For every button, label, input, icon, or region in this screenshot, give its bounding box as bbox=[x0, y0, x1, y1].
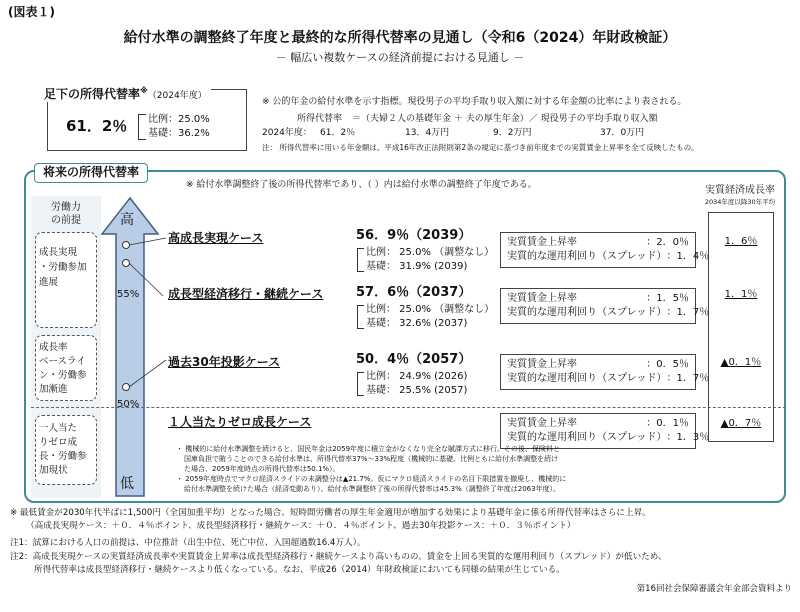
footnote-star-detail: （高成長実現ケース：＋０．４％ポイント、成長型経済移行・継続ケース：＋０．４％ポイント、過去30年投影ケース：＋０．３％ポイント） bbox=[26, 521, 576, 531]
growth-value: ▲0．1％ bbox=[720, 357, 762, 368]
source: 第16回社会保障審議会年金部会資料より bbox=[636, 584, 792, 594]
current-rate-heading: 足下の所得代替率※（2024年度） bbox=[40, 86, 211, 102]
page-title: 給付水準の調整終了年度と最終的な所得代替率の見通し（令和6（2024）年財政検証） bbox=[123, 30, 677, 46]
case-ratio-basic: 基礎： 25.5% (2057) bbox=[366, 385, 468, 396]
case-ratio-proportional: 比例： 24.9% (2026) bbox=[366, 371, 468, 382]
ratio-bracket bbox=[138, 114, 146, 140]
case-assumption-box: 実質賃金上昇率 ：0．1％ 実質的な運用利回り（スプレッド） ：1．3％ bbox=[500, 413, 696, 449]
case-ratio-proportional: 比例： 25.0% （調整なし） bbox=[366, 304, 495, 315]
future-note: ※ 給付水準調整終了後の所得代替率であり、（ ）内は給付水準の調整終了年度である。 bbox=[186, 180, 537, 190]
divider bbox=[31, 407, 786, 408]
current-ratio-proportional: 比例：25.0% bbox=[148, 114, 210, 125]
growth-value: 1．1％ bbox=[724, 289, 758, 300]
growth-heading: 実質経済成長率 bbox=[705, 185, 775, 196]
case-rate: 50．4％（2057） bbox=[356, 352, 472, 367]
case-name: １人当たりゼロ成長ケース bbox=[168, 415, 312, 429]
case-rate: 57．6％（2037） bbox=[356, 285, 472, 300]
footnote-star: ※ 最低賃金が2030年代半ばに1,500円（全国加重平均）となった場合、短時間労働者の厚生年金適用が増加する効果により基礎年金に係る所得代替率はさらに上昇。 bbox=[10, 508, 651, 518]
case-ratio-basic: 基礎： 31.9% (2039) bbox=[366, 261, 468, 272]
case-name: 高成長実現ケース bbox=[168, 231, 264, 245]
case-name: 成長型経済移行・継続ケース bbox=[168, 287, 324, 301]
labor-heading: 労働力 の前提 bbox=[51, 202, 81, 226]
formula-value: 37．0万円 bbox=[600, 128, 645, 138]
formula-value: 9．2万円 bbox=[493, 128, 532, 138]
zero-growth-notes: ・ 機械的に給付水準調整を続けると、国民年金は2059年度に積立金がなくなり完全な賦課方式に移行。その後、保険料と 国庫負担で賄うことのできる給付水準は、所得代替率37%～33%程度（機械的に基礎、比例ともに給付水準調整を続け た場合、2059年度時点の所得代替率は50.1%）。 ・ 2059年度時点でマクロ経済スライドの未調整分は▲21.7%。仮にマクロ経済スライドの名目下限措置を撤廃し、機械的に 給付水準調整を続けた場合（経済変動あり）、給付水準調整終了後の所得代替率は45.3%（調整終了年度は2063年度）。 bbox=[176, 445, 567, 493]
definition-note: 注： 所得代替率に用いる年金額は、平成16年改正法附則第2条の規定に基づき前年度までの実質賃金上昇率を全て反映したもの。 bbox=[262, 143, 699, 152]
case-assumption-box: 実質賃金上昇率 ：1．5％ 実質的な運用利回り（スプレッド） ：1．7％ bbox=[500, 288, 696, 324]
growth-value: ▲0．7％ bbox=[720, 418, 762, 429]
formula-value: 61．2％ bbox=[320, 128, 356, 138]
formula: ＝（夫婦２人の基礎年金 ＋ 夫の厚生年金）／ 現役男子の平均手取り収入額 bbox=[352, 114, 658, 124]
marker-55: 55% bbox=[117, 289, 140, 300]
footnote-1: 注1：試算における人口の前提は、中位推計（出生中位、死亡中位、入国超過数16.4万人）。 bbox=[10, 538, 366, 548]
case-ratio-basic: 基礎： 32.6% (2037) bbox=[366, 318, 468, 329]
case-ratio-proportional: 比例： 25.0% （調整なし） bbox=[366, 247, 495, 258]
page-subtitle: － 幅広い複数ケースの経済前提における見通し － bbox=[275, 51, 525, 64]
labor-box-baseline: 成長率 ベースライ ン・労働参 加漸進 bbox=[35, 335, 97, 401]
footnote-2: 注2：高成長実現ケースの実質経済成長率や実質賃金上昇率は成長型経済移行・継続ケースより高いものの、賃金を上回る実質的な運用利回り（スプレッド）が低いため、 bbox=[10, 552, 667, 562]
current-rate-value: 61．2％ bbox=[66, 117, 128, 135]
formula-value: 13．4万円 bbox=[405, 128, 450, 138]
growth-subheading: 2034年度以降30年平均 bbox=[704, 198, 776, 206]
ratio-bracket bbox=[357, 372, 364, 396]
growth-value: 1．6％ bbox=[724, 236, 758, 247]
pointer-lines bbox=[100, 220, 180, 420]
case-assumption-box: 実質賃金上昇率 ：0．5％ 実質的な運用利回り（スプレッド） ：1．7％ bbox=[500, 354, 696, 390]
formula-label: 所得代替率 bbox=[297, 114, 343, 124]
marker-50: 50% bbox=[117, 399, 140, 410]
labor-box-growth: 成長実現 ・労働参加 進展 bbox=[35, 232, 97, 328]
arrow-low-label: 低 bbox=[120, 476, 134, 492]
case-name: 過去30年投影ケース bbox=[168, 355, 281, 369]
ratio-bracket bbox=[357, 305, 364, 329]
formula-year: 2024年度： bbox=[262, 128, 312, 138]
case-assumption-box: 実質賃金上昇率 ：2．0％ 実質的な運用利回り（スプレッド） ：1．4％ bbox=[500, 232, 696, 268]
arrow-high-label: 高 bbox=[120, 212, 134, 228]
current-ratio-basic: 基礎：36.2% bbox=[148, 128, 210, 139]
ratio-bracket bbox=[357, 248, 364, 272]
figure-label: (図表１) bbox=[8, 5, 55, 19]
case-rate: 56．9％（2039） bbox=[356, 228, 472, 243]
definition-line: ※ 公的年金の給付水準を示す指標。現役男子の平均手取り収入額に対する年金額の比率により表される。 bbox=[262, 97, 687, 107]
future-heading: 将来の所得代替率 bbox=[34, 163, 148, 183]
labor-box-current: 一人当た りゼロ成 長・労働参 加現状 bbox=[35, 415, 97, 485]
footnote-2-cont: 所得代替率は成長型経済移行・継続ケースより低くなっている。なお、平成26（2014）年財政検証においても同様の結果が生じている。 bbox=[34, 565, 565, 575]
